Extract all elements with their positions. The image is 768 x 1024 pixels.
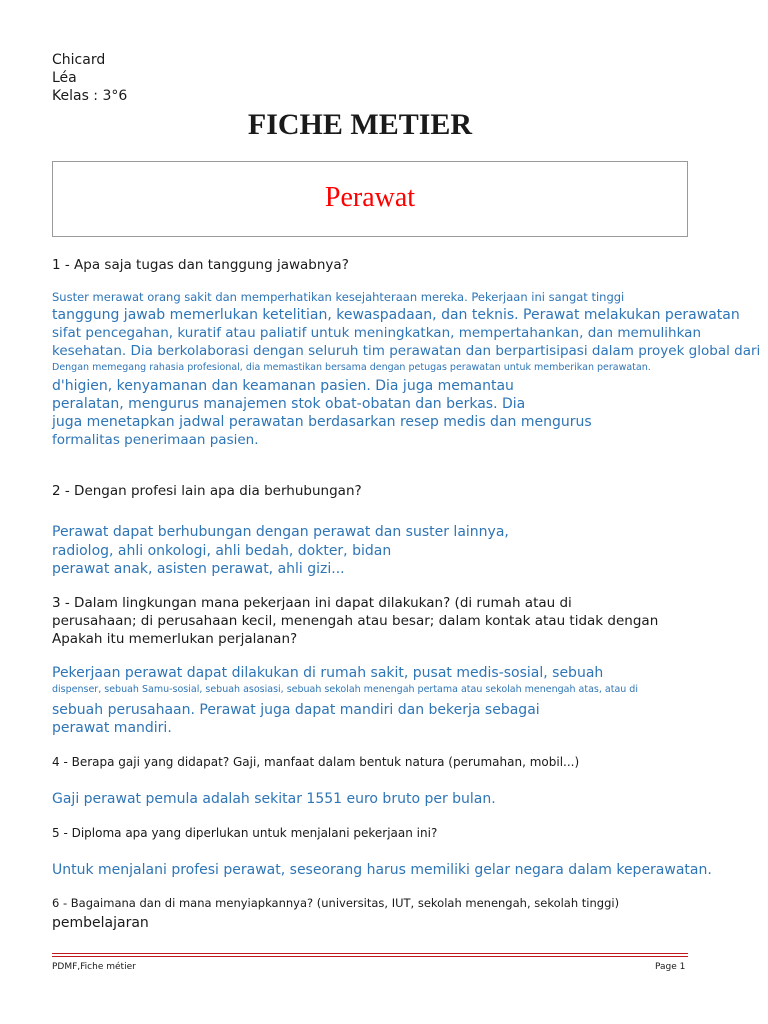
question-4: 4 - Berapa gaji yang didapat? Gaji, manfaat dalam bentuk natura (perumahan, mobil...)	[52, 755, 580, 769]
student-class: Kelas : 3°6	[52, 88, 128, 104]
answer-1-line-1: Suster merawat orang sakit dan memperhatikan kesejahteraan mereka. Pekerjaan ini sangat tinggi	[52, 290, 625, 304]
answer-1-line-6: d'higien, kenyamanan dan keamanan pasien. Dia juga memantau	[52, 378, 514, 394]
answer-1-line-5: Dengan memegang rahasia profesional, dia memastikan bersama dengan petugas perawatan untuk memberikan perawatan.	[52, 362, 651, 373]
student-surname: Chicard	[52, 52, 106, 68]
question-5: 5 - Diploma apa yang diperlukan untuk menjalani pekerjaan ini?	[52, 826, 438, 840]
answer-1-line-3: sifat pencegahan, kuratif atau paliatif untuk meningkatkan, mempertahankan, dan memulihkan	[52, 325, 702, 341]
answer-1-line-2: tanggung jawab memerlukan ketelitian, kewaspadaan, dan teknis. Perawat melakukan perawatan	[52, 307, 740, 323]
answer-3-line-1: Pekerjaan perawat dapat dilakukan di rumah sakit, pusat medis-sosial, sebuah	[52, 665, 604, 681]
job-title: Perawat	[324, 182, 416, 213]
answer-1-line-4: kesehatan. Dia berkolaborasi dengan seluruh tim perawatan dan berpartisipasi dalam proyek global dari	[52, 343, 761, 359]
question-6: 6 - Bagaimana dan di mana menyiapkannya? (universitas, IUT, sekolah menengah, sekolah tinggi)	[52, 896, 620, 910]
answer-2-line-2: radiolog, ahli onkologi, ahli bedah, dokter, bidan	[52, 543, 392, 559]
question-3-line-3: Apakah itu memerlukan perjalanan?	[52, 631, 298, 647]
footer-left: PDMF,Fiche métier	[52, 962, 136, 972]
question-3-line-1: 3 - Dalam lingkungan mana pekerjaan ini dapat dilakukan? (di rumah atau di	[52, 595, 572, 611]
question-2: 2 - Dengan profesi lain apa dia berhubungan?	[52, 483, 362, 499]
footer-rule-bottom	[52, 956, 688, 957]
answer-6: pembelajaran	[52, 915, 149, 931]
answer-2-line-3: perawat anak, asisten perawat, ahli gizi...	[52, 561, 345, 577]
answer-5: Untuk menjalani profesi perawat, seseorang harus memiliki gelar negara dalam keperawatan.	[52, 862, 712, 878]
answer-1-line-7: peralatan, mengurus manajemen stok obat-obatan dan berkas. Dia	[52, 396, 526, 412]
answer-3-line-3: sebuah perusahaan. Perawat juga dapat mandiri dan bekerja sebagai	[52, 702, 540, 718]
document-title: FICHE METIER	[247, 108, 473, 141]
student-firstname: Léa	[52, 70, 77, 86]
answer-2-line-1: Perawat dapat berhubungan dengan perawat dan suster lainnya,	[52, 524, 509, 540]
answer-1-line-8: juga menetapkan jadwal perawatan berdasarkan resep medis dan mengurus	[52, 414, 592, 430]
question-3-line-2: perusahaan; di perusahaan kecil, menengah atau besar; dalam kontak atau tidak dengan	[52, 613, 659, 629]
footer-page-number: Page 1	[655, 962, 686, 972]
question-1: 1 - Apa saja tugas dan tanggung jawabnya?	[52, 257, 349, 273]
job-title-box	[52, 161, 688, 237]
answer-1-line-9: formalitas penerimaan pasien.	[52, 432, 259, 448]
answer-3-line-2: dispenser, sebuah Samu-sosial, sebuah asosiasi, sebuah sekolah menengah pertama atau sekolah menengah atas, atau di	[52, 684, 638, 695]
answer-3-line-4: perawat mandiri.	[52, 720, 172, 736]
footer-rule-top	[52, 953, 688, 954]
answer-4: Gaji perawat pemula adalah sekitar 1551 euro bruto per bulan.	[52, 791, 496, 807]
